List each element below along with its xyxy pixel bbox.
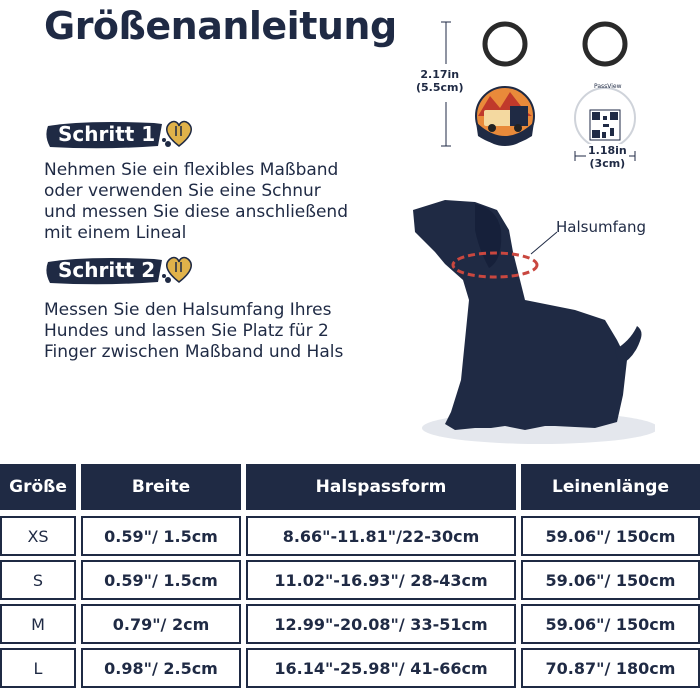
table-header-neck: Halspassform	[246, 464, 516, 510]
table-header-width: Breite	[81, 464, 241, 510]
step-2-line: Finger zwischen Maßband und Hals	[44, 342, 344, 362]
tag-width-label	[586, 144, 629, 170]
neck-pointer-line	[531, 232, 557, 254]
step-2-badge	[44, 256, 194, 284]
step-1-line: und messen Sie diese anschließend	[44, 202, 348, 222]
tag-brand: PassView	[594, 83, 622, 90]
table-cell-neck: 8.66"-11.81"/22-30cm	[246, 516, 516, 556]
table-cell-leash: 59.06"/ 150cm	[521, 560, 700, 600]
step-1-line: oder verwenden Sie eine Schnur	[44, 181, 321, 201]
table-cell-width: 0.59"/ 1.5cm	[81, 560, 241, 600]
step-1-line: mit einem Lineal	[44, 223, 187, 243]
table-cell-leash: 59.06"/ 150cm	[521, 604, 700, 644]
tag-width-cm: (3cm)	[589, 157, 626, 170]
tag-height-cm: (5.5cm)	[416, 81, 464, 94]
heart-paw-icon	[162, 116, 196, 150]
page-title: Größenanleitung	[44, 4, 397, 48]
step-2-label: Schritt 2	[58, 258, 156, 282]
step-2-text	[44, 300, 343, 363]
table-header-leash: Leinenlänge	[521, 464, 700, 510]
step-1-label: Schritt 1	[58, 122, 156, 146]
step-2-line: Hundes und lassen Sie Platz für 2	[44, 321, 329, 341]
colorful-pet-tag	[472, 18, 538, 156]
table-cell-neck: 16.14"-25.98"/ 41-66cm	[246, 648, 516, 688]
step-2-line: Messen Sie den Halsumfang Ihres	[44, 300, 332, 320]
table-cell-width: 0.79"/ 2cm	[81, 604, 241, 644]
tag-width-in: 1.18in	[588, 144, 627, 157]
table-cell-size: S	[0, 560, 76, 600]
height-dimension-line	[440, 20, 452, 148]
table-cell-size: M	[0, 604, 76, 644]
heart-paw-icon	[162, 252, 196, 286]
table-cell-leash: 59.06"/ 150cm	[521, 516, 700, 556]
tag-height-in: 2.17in	[420, 68, 460, 81]
table-cell-neck: 11.02"-16.93"/ 28-43cm	[246, 560, 516, 600]
neck-label: Halsumfang	[556, 218, 647, 236]
table-cell-width: 0.98"/ 2.5cm	[81, 648, 241, 688]
table-cell-width: 0.59"/ 1.5cm	[81, 516, 241, 556]
table-header-size: Größe	[0, 464, 76, 510]
table-cell-neck: 12.99"-20.08"/ 33-51cm	[246, 604, 516, 644]
table-cell-size: XS	[0, 516, 76, 556]
step-1-line: Nehmen Sie ein flexibles Maßband	[44, 160, 339, 180]
step-1-text	[44, 160, 348, 244]
table-cell-size: L	[0, 648, 76, 688]
step-1-badge	[44, 120, 194, 148]
table-cell-leash: 70.87"/ 180cm	[521, 648, 700, 688]
